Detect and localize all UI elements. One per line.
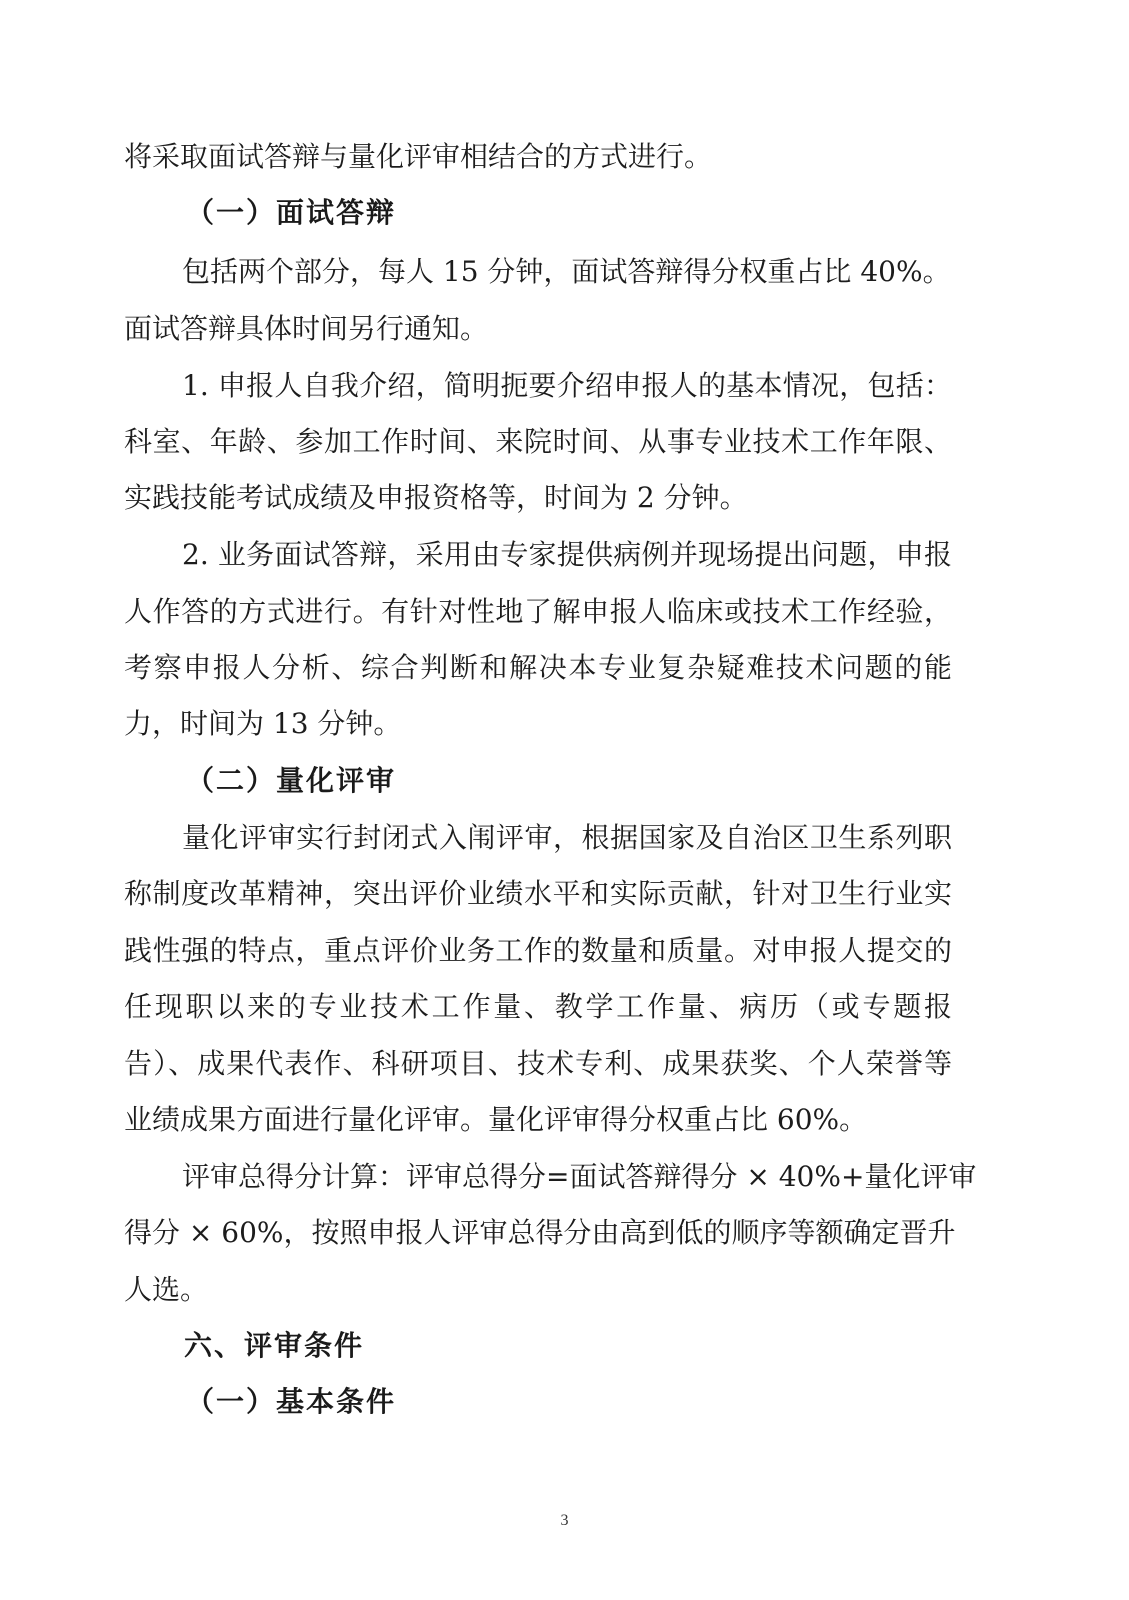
paragraph-line: 包括两个部分，每人 15 分钟，面试答辩得分权重占比 40%。: [182, 255, 951, 288]
page-number: 3: [560, 1512, 569, 1529]
paragraph-line: 业绩成果方面进行量化评审。量化评审得分权重占比 60%。: [124, 1103, 868, 1136]
paragraph-line: 考察申报人分析、综合判断和解决本专业复杂疑难技术问题的能: [124, 651, 952, 684]
paragraph-line: 评审总得分计算：评审总得分=面试答辩得分 × 40%+量化评审: [182, 1160, 977, 1193]
paragraph-line: 力，时间为 13 分钟。: [124, 707, 402, 740]
paragraph-line: 人作答的方式进行。有针对性地了解申报人临床或技术工作经验，: [124, 595, 952, 628]
paragraph-line: 科室、年龄、参加工作时间、来院时间、从事专业技术工作年限、: [124, 425, 952, 458]
list-item-line: 1. 申报人自我介绍，简明扼要介绍申报人的基本情况，包括：: [182, 369, 952, 402]
paragraph-line: 称制度改革精神，突出评价业绩水平和实际贡献，针对卫生行业实: [124, 877, 952, 910]
paragraph-line: 量化评审实行封闭式入闱评审，根据国家及自治区卫生系列职: [182, 821, 952, 854]
section-heading-criteria: 六、评审条件: [184, 1329, 365, 1362]
section-heading-quantitative: （二）量化评审: [186, 764, 397, 797]
subsection-heading-basic: （一）基本条件: [186, 1385, 397, 1418]
paragraph-line: 践性强的特点，重点评价业务工作的数量和质量。对申报人提交的: [124, 934, 952, 967]
paragraph-line: 任现职以来的专业技术工作量、教学工作量、病历（或专题报: [124, 990, 952, 1023]
list-item-line: 2. 业务面试答辩，采用由专家提供病例并现场提出问题，申报: [182, 538, 952, 571]
paragraph-line: 面试答辩具体时间另行通知。: [124, 312, 489, 345]
paragraph-line: 将采取面试答辩与量化评审相结合的方式进行。: [124, 140, 713, 173]
section-heading-interview: （一）面试答辩: [186, 196, 397, 229]
paragraph-line: 告）、成果代表作、科研项目、技术专利、成果获奖、个人荣誉等: [124, 1047, 952, 1080]
paragraph-line: 得分 × 60%，按照申报人评审总得分由高到低的顺序等额确定晋升: [124, 1216, 956, 1249]
paragraph-line: 人选。: [124, 1273, 209, 1306]
paragraph-line: 实践技能考试成绩及申报资格等，时间为 2 分钟。: [124, 481, 748, 514]
